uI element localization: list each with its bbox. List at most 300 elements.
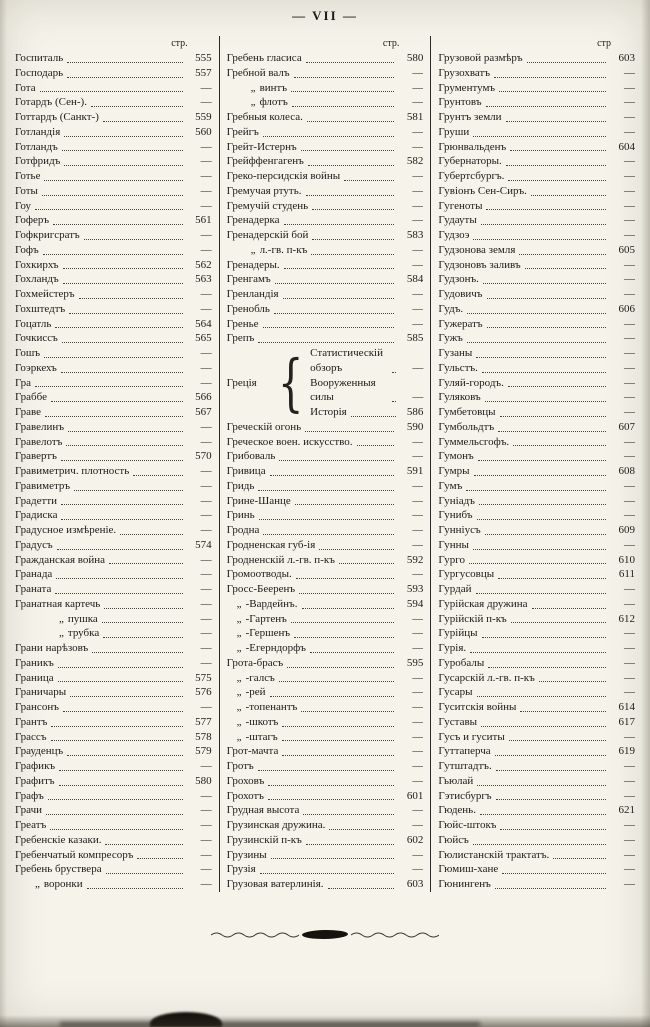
ditto-mark: „ [236, 612, 242, 625]
index-column-3 [430, 36, 642, 892]
dot-leader [308, 164, 395, 166]
index-entry [227, 272, 424, 287]
entry-page: 561 [195, 214, 212, 227]
entry-page: — [200, 524, 212, 536]
index-entry [15, 818, 212, 833]
entry-page: — [412, 819, 424, 831]
index-entry [438, 641, 635, 656]
index-entry [438, 612, 635, 627]
entry-page: — [624, 317, 636, 330]
dot-leader [263, 135, 395, 137]
ditto-mark: „ [236, 642, 242, 654]
dot-leader [133, 474, 182, 476]
index-entry [15, 346, 212, 361]
index-entry [438, 685, 635, 700]
dot-leader [271, 857, 395, 859]
dot-leader [495, 887, 606, 889]
dot-leader [258, 341, 394, 343]
entry-label: Гравиметръ [15, 479, 71, 492]
ditto-mark: „ [236, 686, 242, 699]
entry-label: Гренадерка [226, 214, 280, 227]
ditto-mark: „ [35, 878, 40, 890]
index-entry [438, 803, 635, 818]
dot-leader [63, 267, 183, 269]
entry-label: Готфридъ [15, 155, 61, 168]
dot-leader [45, 415, 183, 417]
entry-page: — [624, 509, 636, 522]
entry-page: 555 [195, 52, 212, 64]
entry-page: — [200, 140, 212, 153]
entry-page: — [200, 243, 212, 256]
dot-leader [260, 872, 395, 874]
dot-leader [103, 636, 182, 638]
dot-leader [59, 784, 183, 786]
entry-label: Гота [15, 81, 36, 94]
entry-page: 576 [195, 686, 212, 699]
dot-leader [279, 680, 395, 682]
entry-label: Грейгъ [226, 125, 259, 138]
entry-page: 612 [618, 612, 636, 625]
dot-leader [58, 666, 183, 668]
entry-page: — [200, 612, 212, 625]
dot-leader [55, 592, 182, 594]
index-entry [227, 523, 424, 538]
entry-label: Гурійцы [438, 627, 478, 640]
index-entry [15, 730, 212, 745]
dot-leader [270, 474, 395, 476]
dot-leader [46, 813, 183, 815]
entry-page: 619 [618, 745, 636, 758]
index-entry [227, 582, 424, 597]
dot-leader [43, 253, 183, 255]
entry-page: — [624, 730, 636, 743]
entry-page: — [200, 509, 212, 522]
entry-label: Графикъ [15, 760, 56, 772]
entry-page: — [200, 420, 212, 433]
index-entry [15, 789, 212, 804]
entry-page: — [412, 804, 424, 817]
index-entry [227, 626, 424, 641]
entry-page: — [412, 184, 424, 197]
dot-leader [487, 297, 607, 299]
entry-page: — [624, 332, 636, 345]
entry-label: Граната [15, 583, 52, 595]
entry-page: 563 [195, 273, 212, 286]
entry-label: Гремучая ртуть. [226, 184, 302, 197]
dot-leader [311, 253, 394, 255]
dot-leader [486, 105, 606, 107]
entry-label: Гуттаперча [438, 745, 491, 758]
dot-leader [467, 312, 606, 314]
dot-leader [482, 371, 606, 373]
dot-leader [104, 607, 182, 609]
index-entry-group [227, 346, 424, 420]
index-entry [227, 228, 424, 243]
index-entry [15, 685, 212, 700]
entry-label: Гошъ [15, 347, 41, 359]
entry-label: Грудная высота [226, 804, 300, 817]
entry-page: — [624, 833, 636, 846]
dot-leader [495, 754, 606, 756]
entry-page: — [412, 214, 424, 227]
dot-leader [64, 164, 182, 166]
entry-label: Гюнингенъ [438, 878, 491, 890]
dot-leader [287, 666, 394, 668]
dot-leader [469, 562, 606, 564]
index-entry [438, 258, 635, 273]
dot-leader [299, 592, 394, 594]
index-entry [438, 553, 635, 568]
dot-leader [51, 725, 182, 727]
dot-leader [476, 356, 606, 358]
dot-leader [137, 857, 182, 859]
entry-page: 575 [195, 671, 212, 684]
dot-leader [51, 739, 183, 741]
index-entry [15, 641, 212, 656]
entry-page: — [624, 273, 636, 286]
dot-leader [91, 105, 183, 107]
dot-leader [40, 90, 183, 92]
entry-page: — [624, 848, 636, 861]
dot-leader [61, 503, 183, 505]
dot-leader [511, 621, 606, 623]
index-entry [15, 862, 212, 877]
entry-label: Гумъ [438, 479, 463, 492]
entry-label: Гудзонова земля [438, 243, 516, 256]
entry-page: — [624, 774, 636, 787]
entry-page: — [200, 96, 212, 109]
entry-page: — [200, 81, 212, 94]
dot-leader [48, 798, 183, 800]
index-entry [438, 346, 635, 361]
index-entry [438, 154, 635, 169]
brace-icon: { [277, 345, 304, 419]
dot-leader [92, 651, 182, 653]
index-entry [227, 494, 424, 509]
ditto-mark: „ [250, 243, 256, 256]
ditto-mark: „ [250, 81, 256, 94]
index-entry [438, 744, 635, 759]
scan-artifact-left-shade [0, 0, 7, 1027]
entry-page: 604 [618, 140, 636, 153]
entry-label: Гранада [15, 568, 53, 581]
dot-leader [284, 267, 395, 269]
column-page-header: стр. [382, 38, 400, 49]
dot-leader [67, 61, 182, 63]
index-entry [438, 331, 635, 346]
entry-label: Гуляковъ [438, 391, 481, 404]
entry-label: Грейт-Истернъ [226, 140, 297, 153]
dot-leader [539, 680, 606, 682]
squiggle-left-icon [211, 931, 299, 939]
entry-page: 567 [195, 406, 212, 418]
entry-page: — [412, 199, 424, 212]
dot-leader [499, 90, 606, 92]
entry-page: — [200, 376, 212, 389]
index-entry [15, 51, 212, 66]
dot-leader [61, 371, 183, 373]
dot-leader [279, 459, 394, 461]
entry-page: — [200, 479, 212, 492]
dot-leader [66, 444, 182, 446]
index-entry [438, 848, 635, 863]
dot-leader [477, 784, 606, 786]
index-entry [438, 243, 635, 258]
entry-page: — [624, 376, 636, 389]
entry-label: Граничары [15, 686, 67, 699]
dot-leader [303, 813, 394, 815]
entry-label: Гюдень. [438, 804, 476, 817]
dot-leader [496, 798, 607, 800]
index-entry [15, 833, 212, 848]
entry-page: — [412, 391, 424, 404]
dot-leader [473, 135, 606, 137]
entry-page: — [200, 170, 212, 182]
index-entry [15, 110, 212, 125]
dot-leader [502, 872, 606, 874]
entry-page: — [624, 435, 636, 448]
entry-page: 617 [618, 715, 636, 728]
index-entry [15, 331, 212, 346]
dot-leader [53, 223, 183, 225]
index-entry [227, 302, 424, 317]
entry-label: Грохотъ [226, 789, 264, 802]
dot-leader [62, 341, 183, 343]
dot-leader [263, 533, 394, 535]
entry-label: Граббе [15, 391, 47, 404]
dot-leader [525, 267, 606, 269]
entry-page: — [624, 656, 636, 669]
index-entry [438, 228, 635, 243]
index-entry [227, 110, 424, 125]
entry-page: 579 [195, 745, 212, 758]
dot-leader [268, 798, 394, 800]
entry-label: пушка [67, 612, 98, 625]
dot-leader [301, 149, 395, 151]
entry-page: — [200, 863, 212, 876]
index-entry [438, 302, 635, 317]
entry-label: Гунибъ [438, 509, 473, 522]
index-entry [438, 272, 635, 287]
entry-page: — [200, 288, 212, 300]
entry-label: Статистическій обзоръ [310, 347, 383, 374]
dot-leader [496, 769, 606, 771]
index-entry [15, 243, 212, 258]
index-entry [438, 508, 635, 523]
index-entry [227, 597, 424, 612]
dot-leader [259, 518, 395, 520]
entry-label: Гудзоновъ заливъ [438, 258, 521, 271]
entry-label: Готтардъ (Санкт-) [15, 111, 99, 123]
entry-page: 574 [195, 538, 212, 551]
entry-label: Грепъ [226, 332, 255, 345]
dot-leader [506, 120, 606, 122]
dot-leader [351, 415, 397, 417]
entry-label: Гэтисбургъ [438, 789, 492, 802]
index-entry [15, 508, 212, 523]
index-entry [227, 818, 424, 833]
entry-label: Груши [438, 125, 470, 138]
entry-page: 594 [406, 597, 424, 610]
entry-page: 577 [195, 715, 212, 728]
entry-label: винтъ [259, 81, 288, 94]
entry-label: Гусары [438, 686, 473, 699]
entry-page: — [200, 583, 212, 595]
entry-label: Гофъ [15, 243, 39, 256]
dot-leader [291, 90, 394, 92]
entry-page: — [624, 111, 636, 123]
entry-label: Гюйс-штокъ [438, 819, 497, 831]
entry-label: Грауденцъ [15, 745, 64, 758]
index-entry [15, 612, 212, 627]
dot-leader [263, 326, 395, 328]
entry-label: Градусное измѣреніе. [15, 524, 117, 536]
entry-label: Гридь [226, 479, 255, 492]
entry-page: — [412, 509, 424, 522]
entry-label: Гребень бруствера [15, 863, 102, 876]
index-entry [438, 213, 635, 228]
dot-leader [329, 828, 394, 830]
entry-page: 591 [406, 465, 424, 477]
entry-page: — [624, 819, 636, 831]
entry-page: — [624, 81, 636, 94]
index-entry [227, 420, 424, 435]
entry-label: Грузовой размѣръ [438, 52, 523, 64]
entry-label: Громоотводы. [226, 568, 292, 581]
index-entry [438, 538, 635, 553]
entry-page: — [412, 686, 424, 699]
entry-label: Гохштедтъ [15, 302, 66, 315]
entry-label: Гривица [226, 465, 266, 477]
entry-page: 586 [406, 406, 424, 418]
dot-leader [105, 843, 182, 845]
dot-leader [509, 739, 606, 741]
index-entry [15, 184, 212, 199]
entry-label: Гродненская губ-ія [226, 538, 316, 551]
entry-page: — [412, 125, 424, 138]
index-entry [227, 774, 424, 789]
entry-page: — [624, 361, 636, 374]
entry-page: — [412, 317, 424, 330]
entry-page: 585 [406, 332, 424, 345]
entry-page: — [412, 524, 424, 536]
index-entry [227, 759, 424, 774]
dot-leader [487, 326, 606, 328]
index-entry [15, 302, 212, 317]
index-entry [227, 258, 424, 273]
entry-page: 566 [195, 391, 212, 404]
index-entry [438, 449, 635, 464]
dot-leader [296, 577, 395, 579]
dot-leader [58, 680, 183, 682]
dot-leader [344, 179, 394, 181]
entry-label: Граве [15, 406, 42, 418]
dot-leader [283, 297, 395, 299]
entry-page: — [412, 538, 424, 551]
entry-page: 614 [618, 701, 636, 713]
entry-label: Грачи [15, 804, 43, 817]
entry-label: Гьюлай [438, 774, 474, 787]
dot-leader [67, 76, 183, 78]
dot-leader [67, 754, 182, 756]
entry-label: Грунтовъ [438, 96, 482, 109]
entry-label: Готье [15, 170, 41, 182]
dot-leader [61, 518, 182, 520]
index-entry [438, 390, 635, 405]
entry-label: Гургусовцы [438, 568, 495, 581]
index-entry [15, 744, 212, 759]
entry-page: — [412, 671, 424, 684]
entry-page: — [200, 833, 212, 846]
entry-label: Гумбетовцы [438, 406, 496, 418]
dot-leader [57, 548, 183, 550]
index-entry [227, 730, 424, 745]
entry-label: Гоцатль [15, 317, 52, 330]
index-entry [227, 567, 424, 582]
index-entry [438, 774, 635, 789]
index-entry [15, 553, 212, 568]
column-page-header: стр. [171, 38, 188, 49]
dot-leader [291, 621, 395, 623]
entry-page: — [200, 347, 212, 359]
entry-page: — [200, 568, 212, 581]
dot-leader [44, 356, 183, 358]
index-entry [227, 331, 424, 346]
index-entry [15, 390, 212, 405]
index-entry [438, 833, 635, 848]
index-entry [15, 759, 212, 774]
entry-label: -штагъ [245, 730, 278, 743]
index-entry [438, 140, 635, 155]
index-entry [227, 833, 424, 848]
entry-label: Грузохватъ [438, 66, 491, 79]
index-column-2 [219, 36, 431, 892]
entry-label: Гуробалы [438, 656, 485, 669]
dot-leader [473, 238, 606, 240]
index-entry [310, 346, 423, 376]
index-entry [310, 376, 423, 406]
entry-label: Гравиметрич. плотность [15, 465, 130, 477]
entry-page: — [624, 627, 636, 640]
dot-leader [513, 444, 606, 446]
dot-leader [282, 725, 394, 727]
entry-page: 621 [618, 804, 636, 817]
index-entry [438, 66, 635, 81]
entry-page: — [200, 229, 212, 241]
dot-leader [312, 208, 394, 210]
index-entry [15, 169, 212, 184]
entry-page: 607 [618, 420, 636, 433]
index-entry [438, 420, 635, 435]
entry-page: 610 [618, 553, 636, 566]
index-entry [15, 154, 212, 169]
index-entry [227, 479, 424, 494]
entry-label: Греческое воен. искусство. [226, 435, 353, 448]
entry-label: Гравелотъ [15, 435, 63, 448]
entry-page: — [412, 745, 424, 758]
index-entry [15, 287, 212, 302]
entry-page: — [624, 450, 636, 463]
entry-page: — [200, 819, 212, 831]
index-entry [438, 376, 635, 391]
entry-page: 559 [195, 111, 212, 123]
entry-label: Графъ [15, 789, 44, 802]
index-entry [15, 656, 212, 671]
entry-page: — [624, 391, 636, 404]
entry-label: Греческій огонь [226, 420, 302, 433]
entry-label: Гунны [438, 538, 469, 551]
entry-page: — [200, 878, 212, 890]
